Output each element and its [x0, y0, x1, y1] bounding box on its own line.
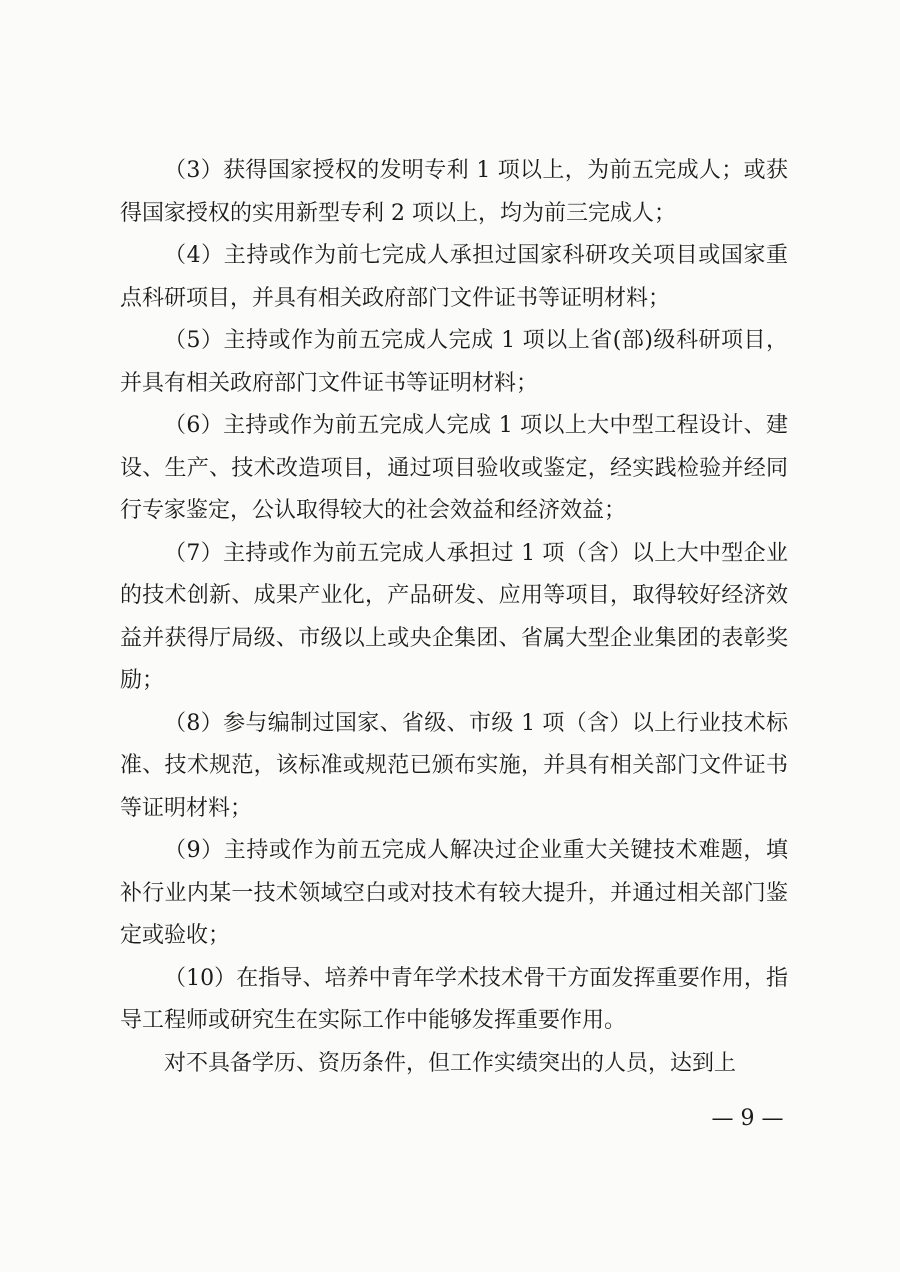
- paragraph-item-6: （6）主持或作为前五完成人完成 1 项以上大中型工程设计、建设、生产、技术改造项目，通过项目验收或鉴定，经实践检验并经同行专家鉴定，公认取得较大的社会效益和经济效益；: [120, 413, 788, 523]
- paragraph-item-7: （7）主持或作为前五完成人承担过 1 项（含）以上大中型企业的技术创新、成果产业化，产品研发、应用等项目，取得较好经济效益并获得厅局级、市级以上或央企集团、省属大型企业集团的表彰奖励；: [120, 540, 788, 693]
- paragraph-item-4: （4）主持或作为前七完成人承担过国家科研攻关项目或国家重点科研项目，并具有相关政府部门文件证书等证明材料；: [120, 243, 788, 311]
- paragraph-item-8: （8）参与编制过国家、省级、市级 1 项（含）以上行业技术标准、技术规范，该标准或规范已颁布实施，并具有相关部门文件证书等证明材料；: [120, 710, 788, 821]
- paragraph-item-9: （9）主持或作为前五完成人解决过企业重大关键技术难题，填补行业内某一技术领域空白或对技术有较大提升，并通过相关部门鉴定或验收；: [120, 838, 788, 948]
- paragraph-item-3: （3）获得国家授权的发明专利 1 项以上，为前五完成人；或获得国家授权的实用新型专利 2 项以上，均为前三完成人；: [120, 158, 788, 226]
- page-number: — 9 —: [711, 1106, 784, 1131]
- paragraph-item-10: （10）在指导、培养中青年学术技术骨干方面发挥重要作用，指导工程师或研究生在实际工作中能够发挥重要作用。: [120, 965, 788, 1033]
- document-body: [120, 150, 788, 1085]
- paragraph-closing: 对不具备学历、资历条件，但工作实绩突出的人员，达到上: [164, 1050, 737, 1076]
- paragraph-item-5: （5）主持或作为前五完成人完成 1 项以上省(部)级科研项目，并具有相关政府部门文件证书等证明材料；: [120, 328, 788, 396]
